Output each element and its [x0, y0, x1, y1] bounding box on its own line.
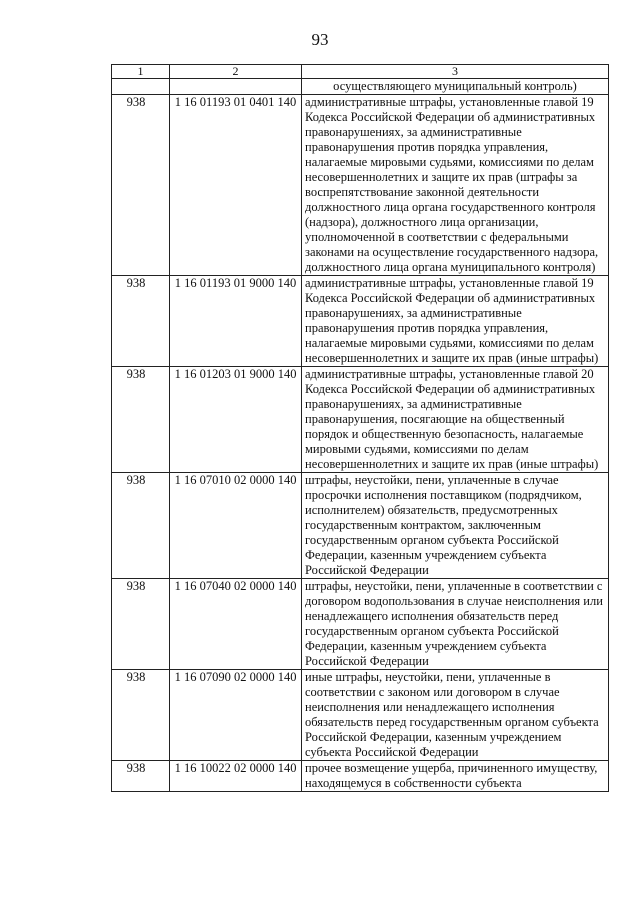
description-cell: административные штрафы, установленные главой 19 Кодекса Российской Федерации об административных правонарушениях, за административные правонарушения против порядка управления, налагаемые мировыми судьями, комиссиями по делам несовершеннолетних и защите их прав (штрафы за воспрепятствование законной деятельности должностного лица органа государственного контроля (надзора), должностного лица организации, уполномоченной в соответствии с федеральными законами на осуществление государственного надзора, должностного лица органа муниципального контроля)	[302, 95, 609, 276]
kbk-code-cell: 1 16 07010 02 0000 140	[170, 473, 302, 579]
table-row	[112, 670, 609, 761]
column-header-2: 2	[170, 65, 302, 79]
table-row	[112, 367, 609, 473]
admin-code-cell: 938	[112, 95, 170, 276]
description-cell: штрафы, неустойки, пени, уплаченные в соответствии с договором водопользования в случае неисполнения или ненадлежащего исполнения обязательств перед государственным органом субъекта Российской Федерации, казенным учреждением субъекта Российской Федерации	[302, 579, 609, 670]
page-number: 93	[311, 30, 329, 49]
column-header-3: 3	[302, 65, 609, 79]
kbk-code-cell: 1 16 07090 02 0000 140	[170, 670, 302, 761]
table-row	[112, 276, 609, 367]
column-header-1: 1	[112, 65, 170, 79]
table-row	[112, 761, 609, 792]
admin-code-cell: 938	[112, 761, 170, 792]
budget-code-table	[111, 64, 609, 792]
continuation-empty-cell-2	[170, 79, 302, 95]
description-cell: штрафы, неустойки, пени, уплаченные в случае просрочки исполнения поставщиком (подрядчиком, исполнителем) обязательств, предусмотренных государственным контрактом, заключенным государственным органом субъекта Российской Федерации, казенным учреждением субъекта Российской Федерации	[302, 473, 609, 579]
admin-code-cell: 938	[112, 367, 170, 473]
table-row	[112, 95, 609, 276]
kbk-code-cell: 1 16 01193 01 9000 140	[170, 276, 302, 367]
admin-code-cell: 938	[112, 670, 170, 761]
kbk-code-cell: 1 16 10022 02 0000 140	[170, 761, 302, 792]
table-row	[112, 579, 609, 670]
table-row	[112, 473, 609, 579]
table-header-row	[112, 65, 609, 79]
description-cell: иные штрафы, неустойки, пени, уплаченные в соответствии с законом или договором в случае неисполнения или ненадлежащего исполнения обязательств перед государственным органом субъекта Российской Федерации, казенным учреждением субъекта Российской Федерации	[302, 670, 609, 761]
description-cell: административные штрафы, установленные главой 19 Кодекса Российской Федерации об административных правонарушениях, за административные правонарушения против порядка управления, налагаемые мировыми судьями, комиссиями по делам несовершеннолетних и защите их прав (иные штрафы)	[302, 276, 609, 367]
continuation-empty-cell-1	[112, 79, 170, 95]
continuation-row	[112, 79, 609, 95]
admin-code-cell: 938	[112, 276, 170, 367]
kbk-code-cell: 1 16 07040 02 0000 140	[170, 579, 302, 670]
description-cell: прочее возмещение ущерба, причиненного имуществу, находящемуся в собственности субъекта	[302, 761, 609, 792]
description-cell: административные штрафы, установленные главой 20 Кодекса Российской Федерации об административных правонарушениях, за административные правонарушения, посягающие на общественный порядок и общественную безопасность, налагаемые мировыми судьями, комиссиями по делам несовершеннолетних и защите их прав (иные штрафы)	[302, 367, 609, 473]
kbk-code-cell: 1 16 01193 01 0401 140	[170, 95, 302, 276]
admin-code-cell: 938	[112, 579, 170, 670]
kbk-code-cell: 1 16 01203 01 9000 140	[170, 367, 302, 473]
admin-code-cell: 938	[112, 473, 170, 579]
continuation-text: осуществляющего муниципальный контроль)	[302, 79, 609, 95]
